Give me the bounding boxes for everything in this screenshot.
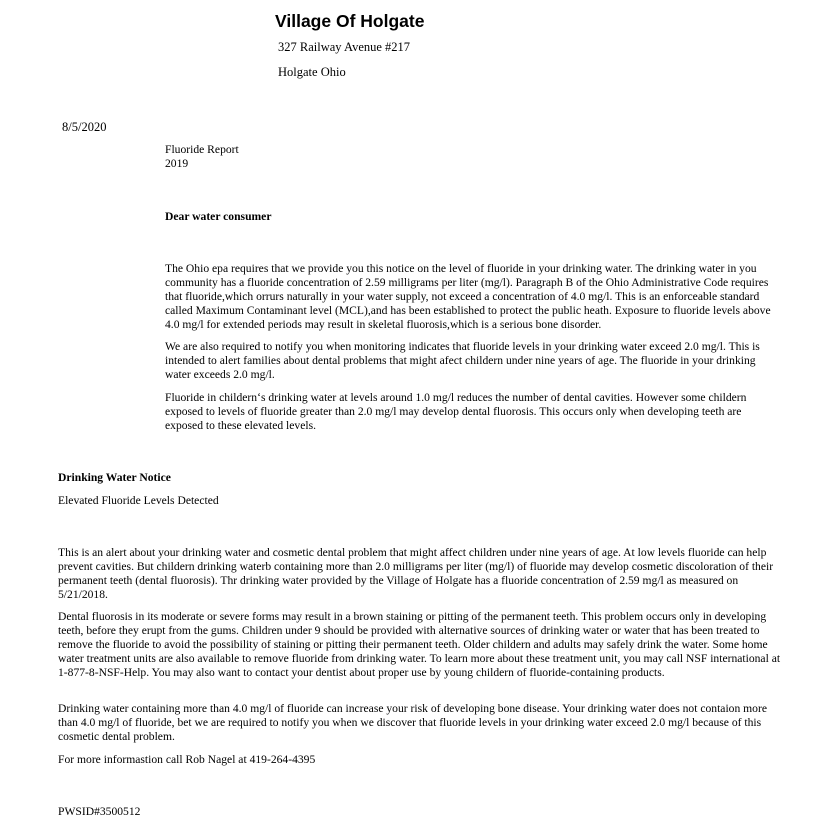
letter-date: 8/5/2020 (62, 120, 107, 134)
address-line-1: 327 Railway Avenue #217 (278, 40, 411, 54)
report-year: 2019 (165, 157, 189, 170)
letter-paragraph-3: Fluoride in childern‘s drinking water at levels around 1.0 mg/l reduces the number of dental cavities. However some childern exposed to levels of fluoride greater than 2.0 mg/l may develop dental fluorosis. This occurs only when developing teeth are exposed to these elevated levels. (165, 391, 747, 432)
notice-paragraph-2: Dental fluorosis in its moderate or severe forms may result in a brown staining or pitting of the permanent teeth. This problem occurs only in developing teeth, before they erupt from the gums. Children under 9 should be provided with alternative sources of drinking water or water that has been treated to remove the fluoride to avoid the possibility of staining or pitting their permanent teeth. Older childern and adults may safely drink the water. Some home water treatment units are also available to remove fluoride from drinking water. To learn more about these treatment unit, you may call NSF international at 1-877-8-NSF-Help. You may also want to contact your dentist about proper use by young childern of fluoride-containing products. (58, 610, 781, 679)
notice-paragraph-1: This is an alert about your drinking water and cosmetic dental problem that might affect children under nine years of age. At low levels fluoride can help prevent cavities. But childern drinking waterb containing more than 2.0 milligrams per liter (mg/l) of fluoride may develop cosmetic discoloration of their permanent teeth (dental fluorosis). Thr drinking water provided by the Village of Holgate has a fluoride concentration of 2.59 mg/l as measured on 5/21/2018. (58, 546, 774, 601)
page-title: Village Of Holgate (275, 11, 425, 31)
report-heading (165, 143, 239, 171)
letter-paragraph-2: We are also required to notify you when monitoring indicates that fluoride levels in your drinking water exceed 2.0 mg/l. This is intended to alert families about dental problems that might afect childern under nine years of age. The fluoride in your drinking water exceeds 2.0 mg/l. (165, 340, 760, 381)
address-line-2: Holgate Ohio (278, 65, 346, 79)
pwsid: PWSID#3500512 (58, 805, 141, 818)
letter-paragraph-1: The Ohio epa requires that we provide you this notice on the level of fluoride in your drinking water. The drinking water in you community has a fluoride concentration of 2.59 milligrams per liter (mg/l). Paragraph B of the Ohio Administrative Code requires that fluoride,which orrurs naturally in your water supply, not exceed a concentration of 4.0 mg/l. This is an enforceable standard called Maximum Contaminant level (MCL),and has been established to protect the public heath. Exposure to fluoride levels above 4.0 mg/l for extended periods may result in skeletal fluorosis,which is a serious bone disorder. (165, 262, 771, 331)
notice-paragraph-3: Drinking water containing more than 4.0 mg/l of fluoride can increase your risk of developing bone disease. Your drinking water does not contaion more than 4.0 mg/l of fluoride, bet we are required to notify you when we discover that fluoride levels in your drinking water exceed 2.0 mg/l because of this cosmetic dental problem. (58, 702, 767, 743)
notice-title: Drinking Water Notice (58, 471, 171, 484)
contact-line: For more informastion call Rob Nagel at 419-264-4395 (58, 753, 316, 766)
report-name: Fluoride Report (165, 143, 239, 156)
notice-subtitle: Elevated Fluoride Levels Detected (58, 494, 219, 507)
greeting: Dear water consumer (165, 210, 272, 223)
